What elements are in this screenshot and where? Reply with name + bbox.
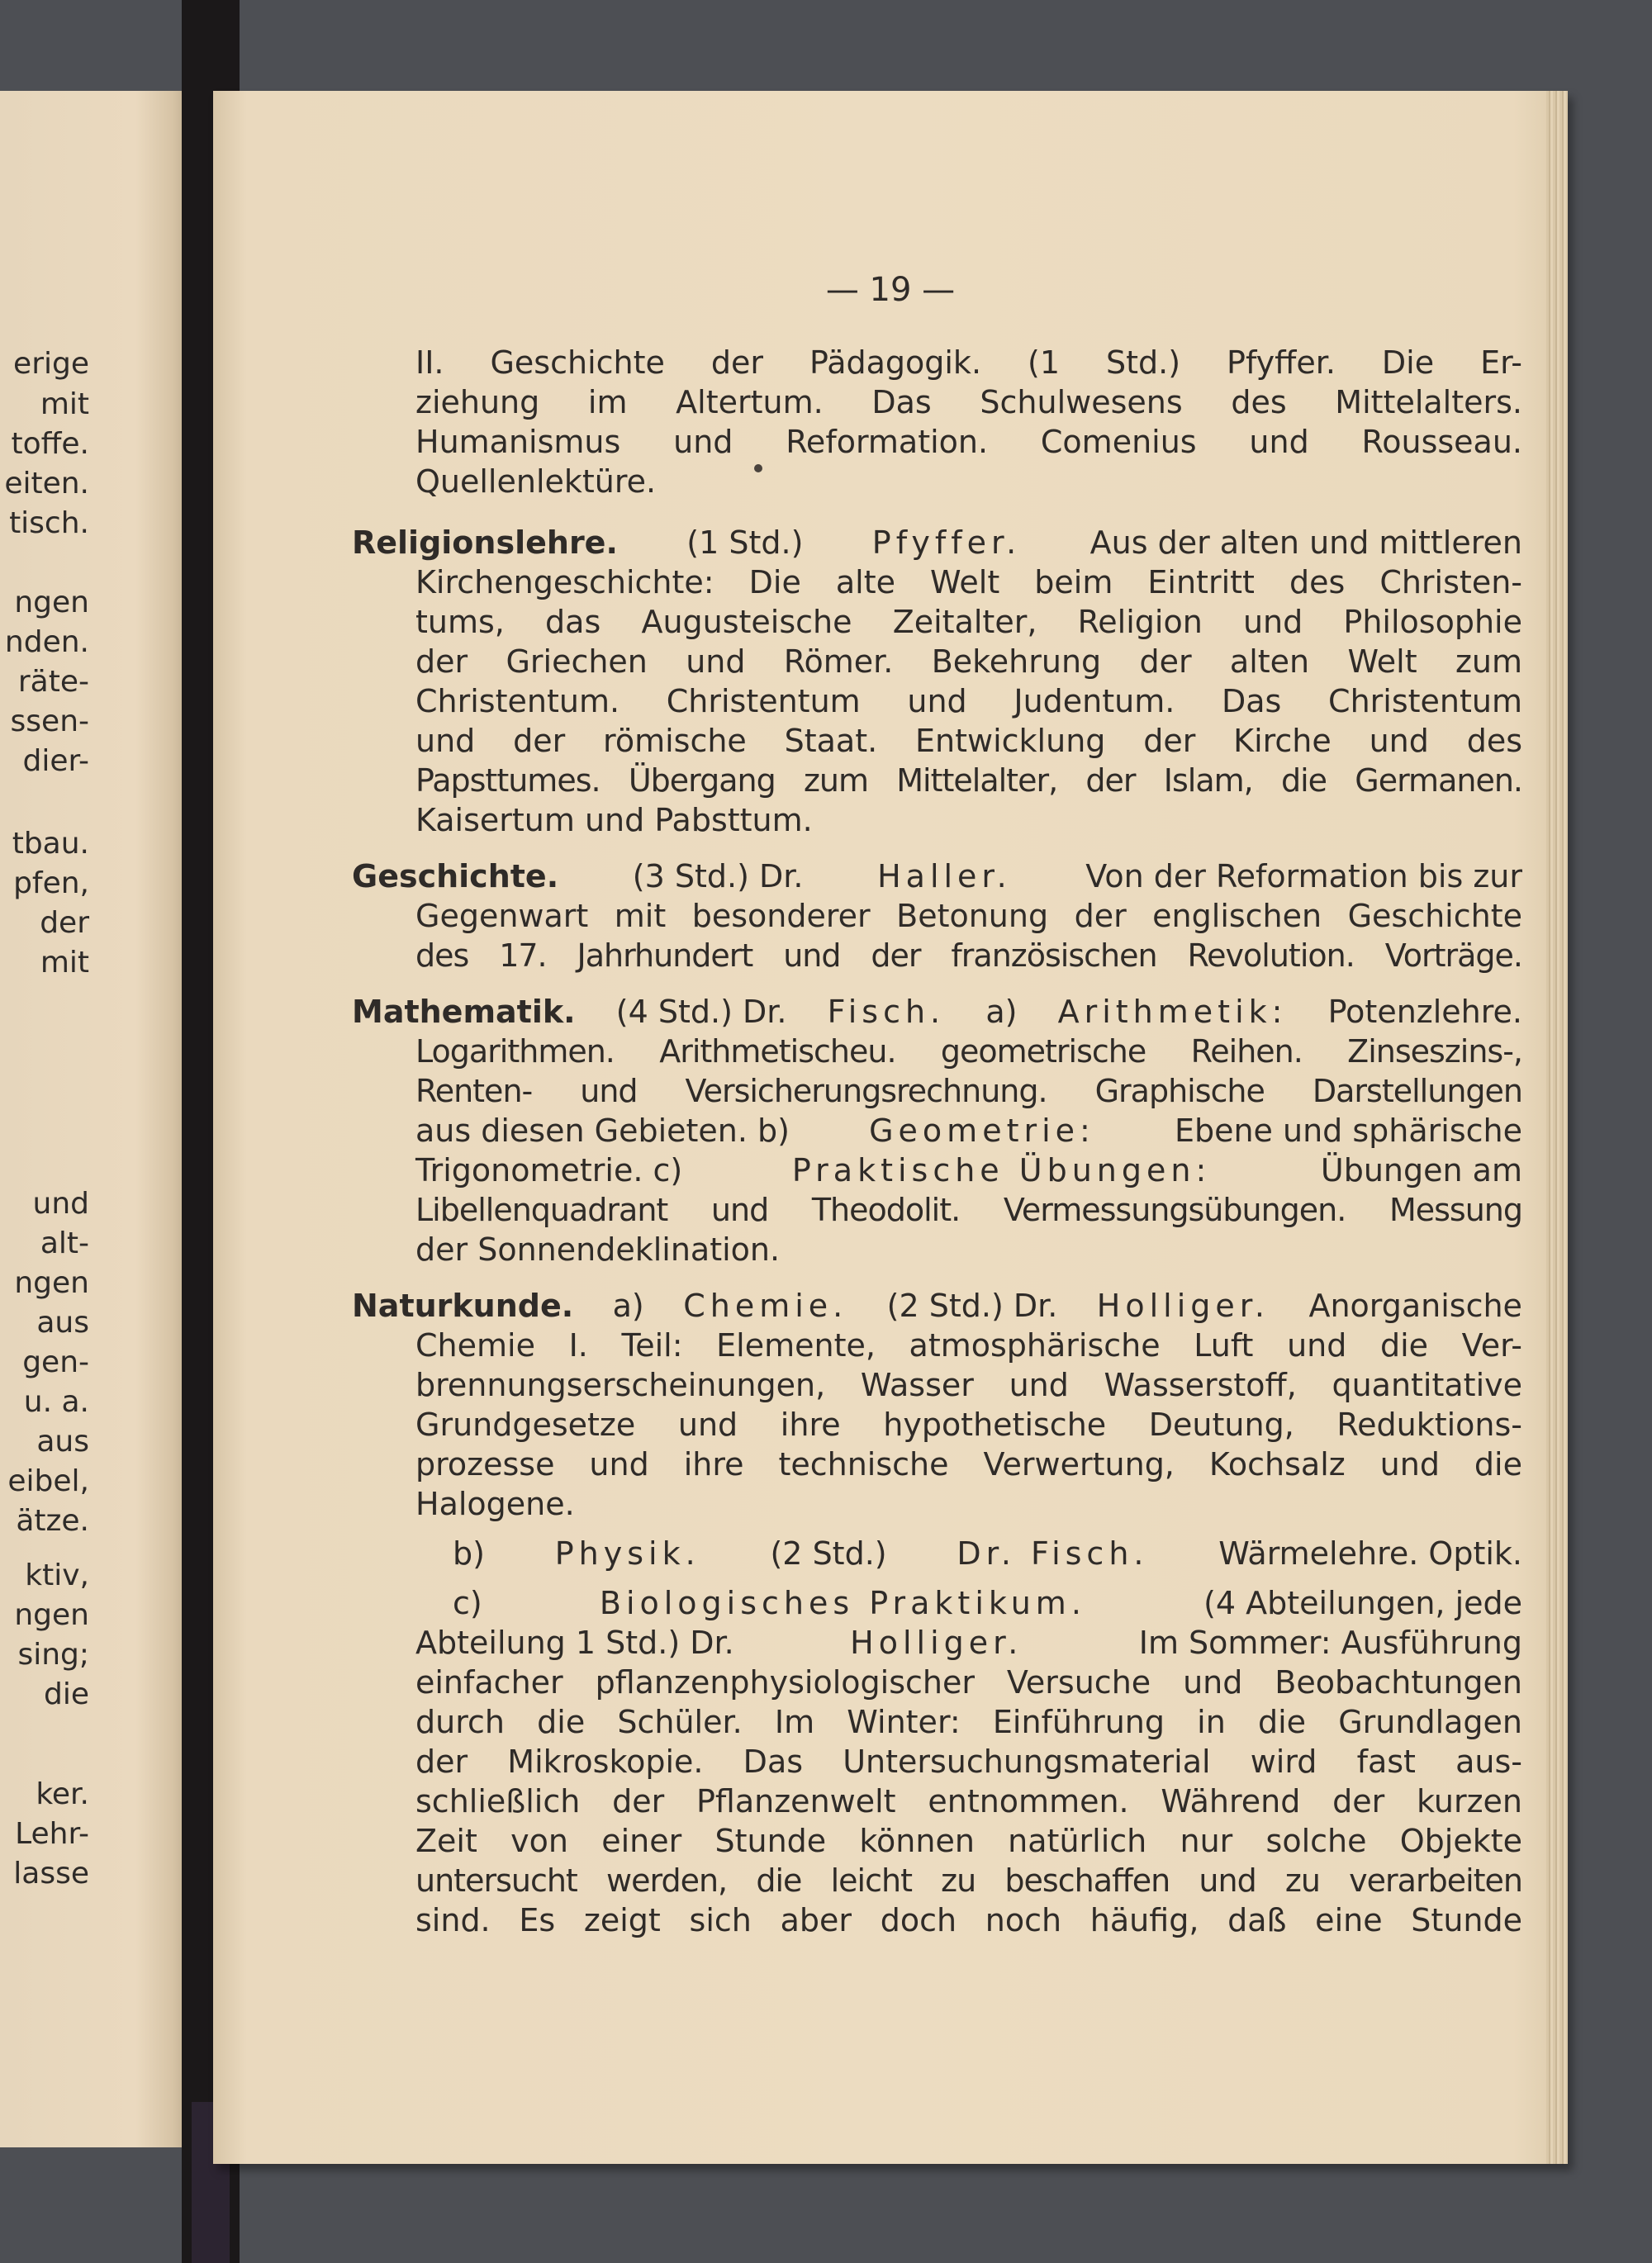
text-line: durch die Schüler. Im Winter: Einführung in die Grundlagen [415,1704,1522,1740]
left-line: u. a. [23,1385,89,1419]
left-line: mit [40,387,89,421]
text-line: ziehung im Altertum. Das Schulwesens des Mittelalters. [415,384,1522,420]
text-line: und der römische Staat. Entwicklung der Kirche und des [415,723,1522,759]
left-line: ssen- [10,705,89,738]
left-line: eibel, [7,1464,89,1498]
text-fragment: Aus der alten und mittleren [1089,524,1522,561]
left-line: ätze. [16,1504,89,1538]
text-line: Quellenlektüre. [415,463,657,500]
text-line: Kirchengeschichte: Die alte Welt beim Eintritt des Christen- [415,564,1522,600]
section-heading: Religionslehre. [352,524,618,561]
left-line: ngen [14,1598,89,1632]
text-line: Papsttumes. Übergang zum Mittelalter, der Islam, die Germanen. [415,762,1522,799]
text-line: einfacher pflanzenphysiologischer Versuche und Beobachtungen [415,1664,1522,1701]
text-line: der Griechen und Römer. Bekehrung der alten Welt zum [415,643,1522,680]
left-line: räte- [17,665,89,699]
subsection-name: Arithmetik: [1057,994,1288,1030]
subsection-line [453,1587,1522,1619]
text-fragment: aus diesen Gebieten. b) [415,1113,790,1149]
hours: (3 Std.) Dr. [632,858,804,894]
text-line: tums, das Augusteische Zeitalter, Religion und Philosophie [415,604,1522,640]
subsection-name: Praktische Übungen: [791,1152,1212,1188]
text-fragment: Anorganische [1308,1288,1522,1324]
text-line: Halogene. [415,1486,575,1522]
left-line: ktiv, [25,1558,89,1592]
ink-dot [754,464,762,472]
left-line: tisch. [9,506,89,540]
section-first-line [352,524,1522,561]
text-line: Logarithmen. Arithmetischeu. geometrische Reihen. Zinseszins-, [415,1033,1522,1070]
text-fragment: a) [612,1288,644,1324]
left-line: dier- [22,744,89,778]
left-line: toffe. [11,427,89,461]
text-line: brennungserscheinungen, Wasser und Wasserstoff, quantitative [415,1367,1522,1403]
text-line: sind. Es zeigt sich aber doch noch häufig, daß eine Stunde [415,1902,1522,1938]
left-line: die [43,1677,89,1711]
hours: (2 Std.) Dr. [886,1288,1058,1324]
text-line [415,1113,1522,1149]
text-line [415,1152,1522,1188]
text-fragment: Trigonometrie. c) [415,1152,683,1188]
section-first-line [352,858,1522,894]
text-line: prozesse und ihre technische Verwertung, Kochsalz und die [415,1446,1522,1483]
left-line: aus [36,1425,89,1459]
text-fragment: Wärmelehre. Optik. [1218,1535,1522,1572]
text-fragment: Im Sommer: Ausführung [1138,1625,1522,1661]
section-first-line [352,994,1522,1030]
left-line: eiten. [4,467,89,501]
teacher-name: Holliger. [850,1625,1023,1661]
left-line: mit [40,946,89,980]
text-line: Renten- und Versicherungsrechnung. Graphische Darstellungen [415,1073,1522,1109]
hours: (4 Std.) Dr. [615,994,787,1030]
text-line: Zeit von einer Stunde können natürlich nur solche Objekte [415,1823,1522,1859]
text-line: Gegenwart mit besonderer Betonung der englischen Geschichte [415,898,1522,934]
left-line: Lehr- [15,1817,89,1851]
right-page [213,91,1568,2164]
text-line: Chemie I. Teil: Elemente, atmosphärische Luft und die Ver- [415,1327,1522,1364]
left-line: der [40,906,89,940]
subsection-line [453,1535,1522,1572]
hours: (1 Std.) [686,524,804,561]
text-line: des 17. Jahrhundert und der französischen Revolution. Vorträge. [415,937,1522,974]
left-page-fragment [0,91,188,2147]
text-fragment: (4 Abteilungen, jede [1203,1585,1522,1621]
section-heading: Mathematik. [352,994,576,1030]
page-edge [1546,91,1568,2164]
section-heading: Naturkunde. [352,1288,574,1324]
text-line: Kaisertum und Pabsttum. [415,802,813,838]
left-line: erige [13,347,89,381]
subsection-name: Physik. [554,1535,700,1572]
teacher-name: Fisch. [827,994,946,1030]
text-fragment: a) [985,994,1018,1030]
text-fragment: Abteilung 1 Std.) Dr. [415,1625,734,1661]
teacher-name: Holliger. [1096,1288,1270,1324]
left-line: tbau. [12,827,89,861]
text-line: Grundgesetze und ihre hypothetische Deutung, Reduktions- [415,1407,1522,1443]
left-line: sing; [17,1638,89,1672]
left-line: ker. [36,1777,89,1811]
teacher-name: Haller. [877,858,1012,894]
text-line: Libellenquadrant und Theodolit. Vermessungsübungen. Messung [415,1192,1522,1228]
left-line: lasse [13,1857,89,1891]
left-line: alt- [40,1226,89,1260]
left-line: ngen [14,1266,89,1300]
text-fragment: Potenzlehre. [1327,994,1522,1030]
left-line: aus [36,1306,89,1340]
text-line: Humanismus und Reformation. Comenius und Rousseau. [415,424,1522,460]
text-line: untersucht werden, die leicht zu beschaffen und zu verarbeiten [415,1862,1522,1899]
subsection-name: Geometrie: [869,1113,1095,1149]
left-line: und [32,1187,89,1221]
left-line: ngen [14,586,89,619]
left-line: nden. [4,625,89,659]
teacher-name: Dr. Fisch. [957,1535,1149,1572]
text-line [415,1625,1522,1661]
teacher-name: Pfyffer. [871,524,1022,561]
text-line: schließlich der Pflanzenwelt entnommen. Während der kurzen [415,1783,1522,1819]
text-line: Christentum. Christentum und Judentum. Das Christentum [415,683,1522,719]
left-line: gen- [22,1345,89,1379]
text-line: II. Geschichte der Pädagogik. (1 Std.) Pfyffer. Die Er- [415,344,1522,381]
text-fragment: c) [453,1585,482,1621]
text-fragment: Von der Reformation bis zur [1085,858,1522,894]
section-heading: Geschichte. [352,858,559,894]
left-line: pfen, [13,866,89,900]
hours: (2 Std.) [770,1535,887,1572]
section-first-line [352,1288,1522,1324]
text-line: der Mikroskopie. Das Untersuchungsmaterial wird fast aus- [415,1744,1522,1780]
subsection-name: Biologisches Praktikum. [599,1585,1086,1621]
text-fragment: b) [453,1535,485,1572]
page-number: — 19 — [825,271,956,309]
text-fragment: Ebene und sphärische [1174,1113,1522,1149]
subsection-name: Chemie. [683,1288,848,1324]
text-fragment: Übungen am [1320,1152,1522,1188]
text-line: der Sonnendeklination. [415,1231,781,1268]
